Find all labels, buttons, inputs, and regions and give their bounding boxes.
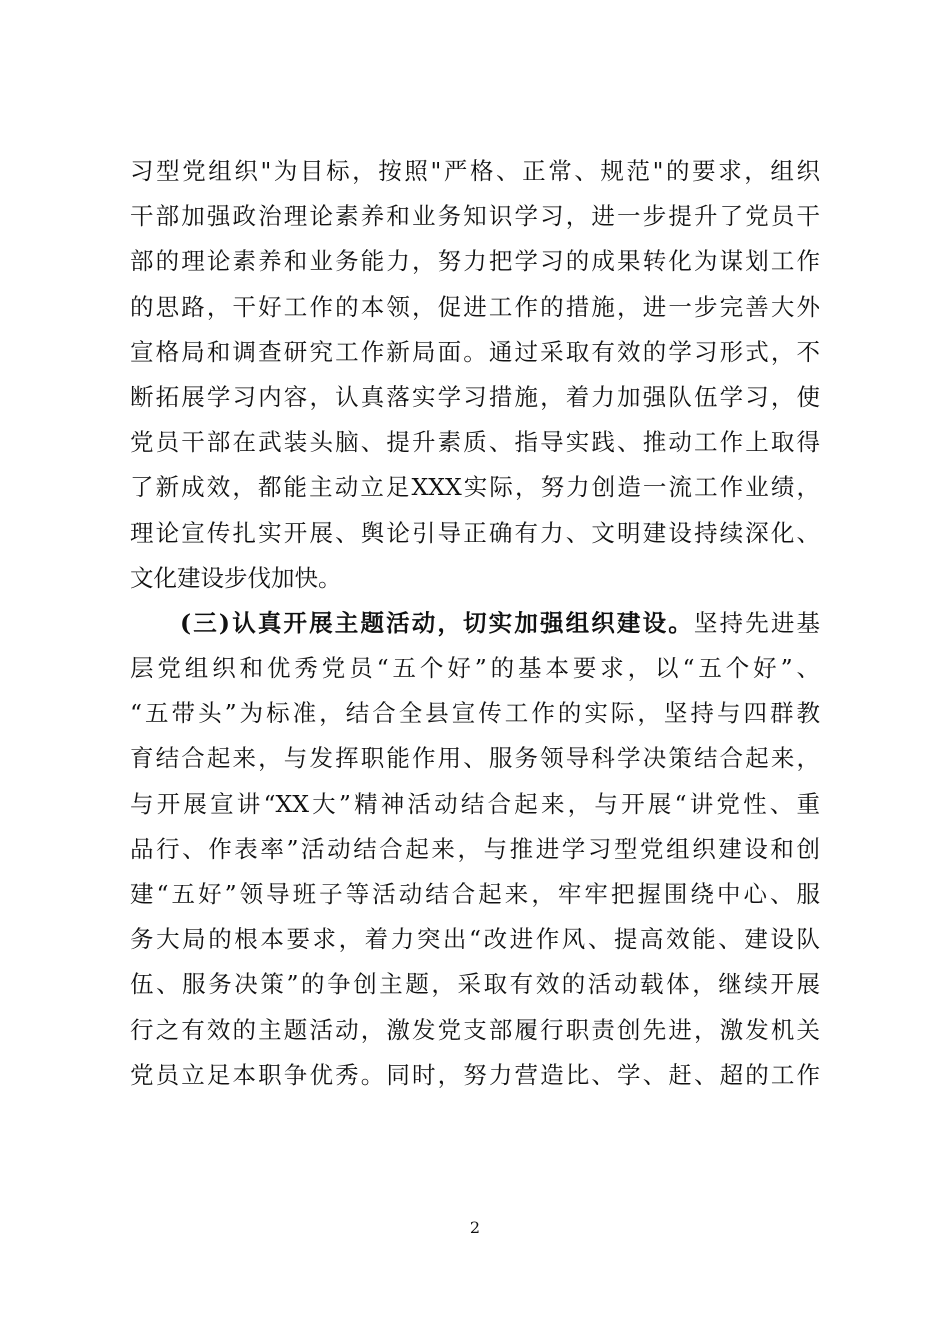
text-line: 育结合起来，与发挥职能作用、服务领导科学决策结合起来， <box>130 744 820 773</box>
text-line: 习型党组织"为目标，按照"严格、正常、规范"的要求，组织 <box>130 157 820 185</box>
text-line: 的思路，干好工作的本领，促进工作的措施，进一步完善大外 <box>130 292 820 321</box>
text-line: 干部加强政治理论素养和业务知识学习，进一步提升了党员干 <box>130 202 820 231</box>
text-line: 了新成效，都能主动立足XXX实际，努力创造一流工作业绩， <box>130 473 820 502</box>
text-line: 部的理论素养和业务能力，努力把学习的成果转化为谋划工作 <box>130 247 820 276</box>
text-line: 文化建设步伐加快。 <box>130 563 342 592</box>
section-heading: (三)认真开展主题活动，切实加强组织建设。 <box>180 608 694 637</box>
text-line: 理论宣传扎实开展、舆论引导正确有力、文明建设持续深化、 <box>130 518 820 547</box>
text-line: 层党组织和优秀党员“五个好”的基本要求，以“五个好”、 <box>130 654 820 683</box>
text-line: 党员干部在武装头脑、提升素质、指导实践、推动工作上取得 <box>130 428 820 457</box>
text-line <box>130 601 820 646</box>
heading-trailing-text: 坚持先进基 <box>693 608 820 637</box>
text-line: 伍、服务决策”的争创主题，采取有效的活动载体，继续开展 <box>130 970 820 999</box>
text-line: 品行、作表率”活动结合起来，与推进学习型党组织建设和创 <box>130 834 820 863</box>
text-line: 党员立足本职争优秀。同时，努力营造比、学、赶、超的工作 <box>130 1060 820 1089</box>
paragraph-1 <box>130 149 820 601</box>
text-line: 建“五好”领导班子等活动结合起来，牢牢把握围绕中心、服 <box>130 880 820 908</box>
text-line: 与开展宣讲“XX大”精神活动结合起来，与开展“讲党性、重 <box>130 789 820 818</box>
text-line: 宣格局和调查研究工作新局面。通过采取有效的学习形式，不 <box>130 337 820 366</box>
text-line: 务大局的根本要求，着力突出“改进作风、提高效能、建设队 <box>130 925 820 954</box>
page-number: 2 <box>469 1218 481 1237</box>
document-body <box>130 149 820 1098</box>
text-line: “五带头”为标准，结合全县宣传工作的实际，坚持与四群教 <box>130 699 820 728</box>
text-line: 断拓展学习内容，认真落实学习措施，着力加强队伍学习，使 <box>130 382 820 411</box>
paragraph-2 <box>130 601 820 1098</box>
text-line: 行之有效的主题活动，激发党支部履行职责创先进，激发机关 <box>130 1015 820 1044</box>
